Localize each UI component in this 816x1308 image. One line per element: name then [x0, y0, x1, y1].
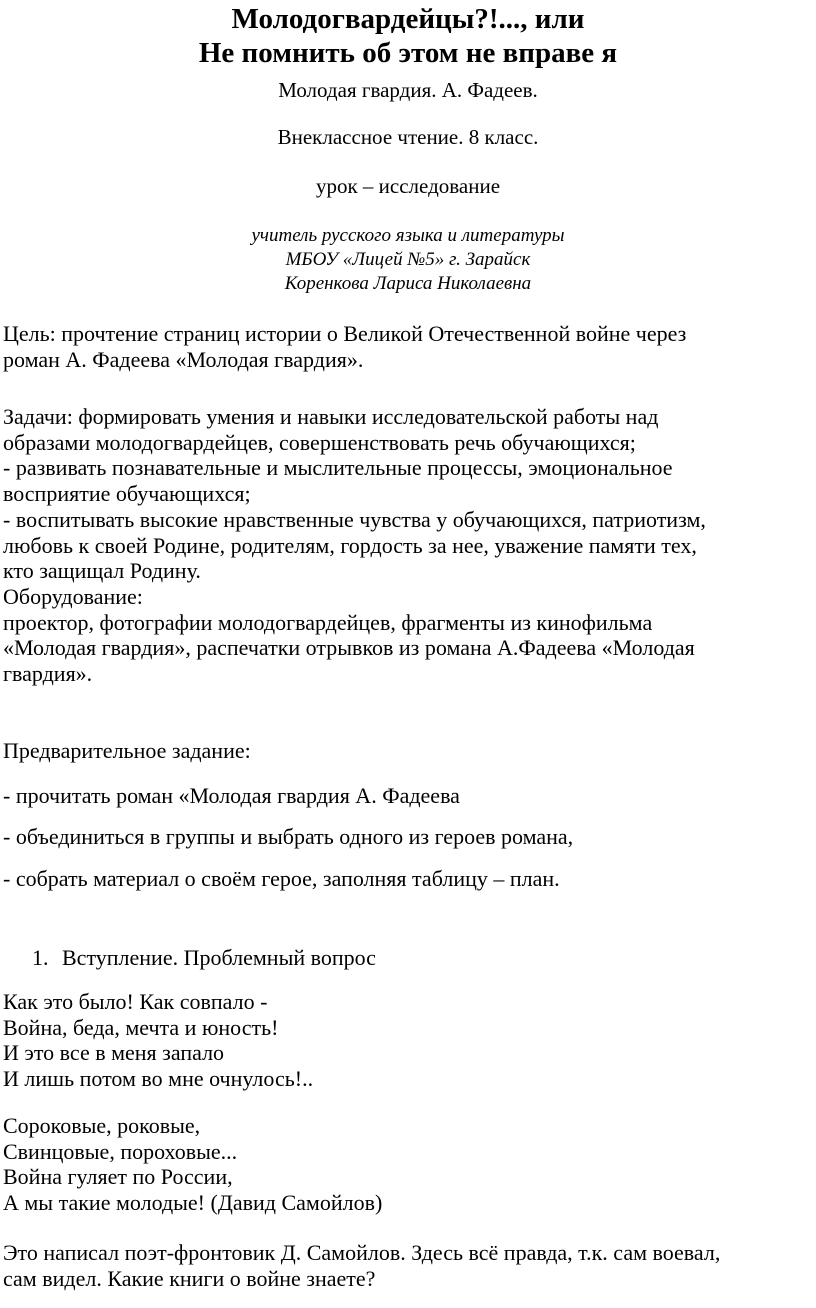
equipment-heading: Оборудование: [3, 583, 143, 609]
tasks-line: - воспитывать высокие нравственные чувства у обучающихся, патриотизм, [3, 506, 706, 532]
school-name: МБОУ «Лицей №5» г. Зарайск [285, 249, 531, 270]
poem-stanza-1 [3, 989, 813, 1092]
equipment-line: «Молодая гвардия», распечатки отрывков из романа А.Фадеева «Молодая [3, 635, 695, 661]
closing-line: сам видел. Какие книги о войне знаете? [3, 1265, 376, 1291]
poem-line: И это все в меня запало [3, 1040, 225, 1066]
goal-line: роман А. Фадеева «Молодая гвардия». [3, 346, 364, 372]
book-line: Молодая гвардия. А. Фадеев. [278, 78, 538, 102]
list-number: 1. [32, 945, 49, 970]
tasks-line: кто защищал Родину. [3, 558, 201, 584]
prelim-item: - объединиться в группы и выбрать одного из героев романа, [3, 824, 574, 849]
prelim-heading: Предварительное задание: [3, 738, 251, 763]
title-line-2: Не помнить об этом не вправе я [198, 37, 618, 69]
section-title: Вступление. Проблемный вопрос [62, 945, 376, 970]
lesson-type-line: урок – исследование [315, 174, 501, 198]
tasks-line: образами молодогвардейцев, совершенствовать речь обучающихся; [3, 429, 636, 455]
closing-line: Это написал поэт-фронтовик Д. Самойлов. Здесь всё правда, т.к. сам воевал, [3, 1240, 721, 1265]
section-1-heading [32, 945, 376, 971]
reading-line: Внеклассное чтение. 8 класс. [277, 125, 539, 149]
tasks-line: восприятие обучающихся; [3, 481, 251, 507]
tasks-line: Задачи: формировать умения и навыки исследовательской работы над [3, 404, 659, 429]
prelim-item: - собрать материал о своём герое, заполняя таблицу – план. [3, 866, 560, 891]
prelim-item: - прочитать роман «Молодая гвардия А. Фадеева [3, 783, 460, 808]
poem-line: Свинцовые, пороховые... [3, 1138, 238, 1164]
closing-paragraph [3, 1240, 813, 1291]
poem-line: Сороковые, роковые, [3, 1113, 201, 1138]
title-line-1: Молодогвардейцы?!..., или [231, 3, 585, 35]
poem-line: Как это было! Как совпало - [3, 989, 268, 1014]
poem-line: Война гуляет по России, [3, 1164, 233, 1190]
goal-paragraph [3, 321, 813, 372]
author-name: Коренкова Лариса Николаевна [284, 273, 532, 294]
author-role: учитель русского языка и литературы [251, 225, 565, 246]
poem-line: Война, беда, мечта и юность! [3, 1014, 279, 1040]
poem-stanza-2 [3, 1113, 813, 1216]
poem-line: А мы такие молодые! (Давид Самойлов) [3, 1190, 383, 1216]
tasks-line: - развивать познавательные и мыслительные процессы, эмоциональное [3, 455, 673, 481]
poem-line: И лишь потом во мне очнулось!.. [3, 1066, 314, 1092]
goal-line: Цель: прочтение страниц истории о Великой Отечественной войне через [3, 321, 687, 346]
tasks-line: любовь к своей Родине, родителям, гордость за нее, уважение памяти тех, [3, 532, 697, 558]
equipment-line: гвардия». [3, 661, 93, 687]
tasks-paragraph [3, 404, 813, 687]
equipment-line: проектор, фотографии молодогвардейцев, фрагменты из кинофильма [3, 609, 653, 635]
